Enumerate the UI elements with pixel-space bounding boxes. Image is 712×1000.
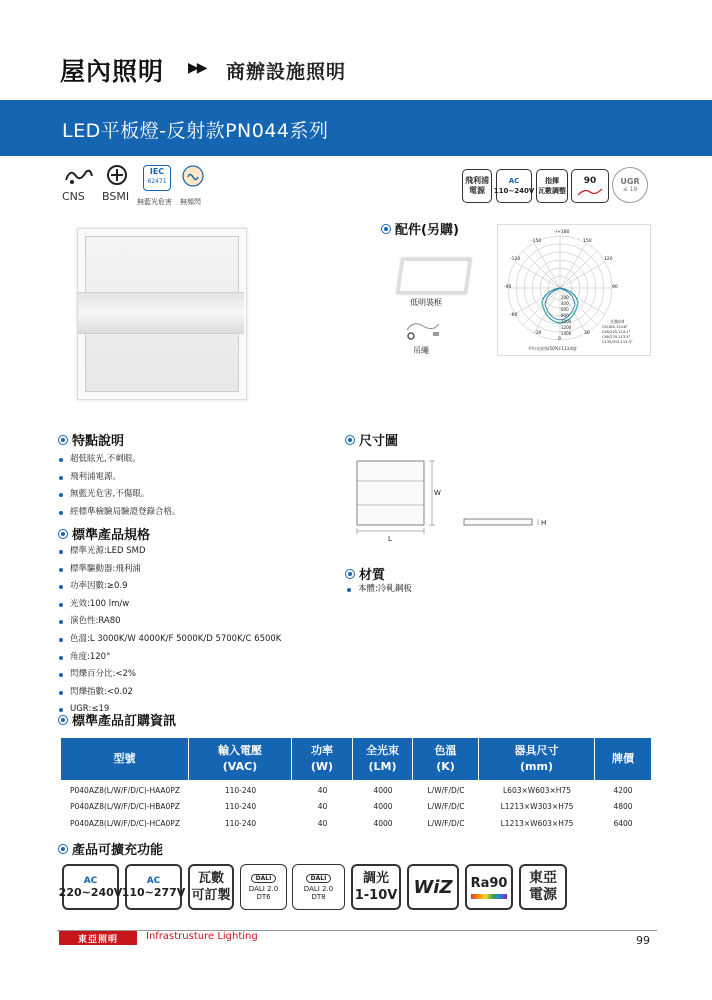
header-line: 牌價 [612, 752, 634, 765]
cell-price: 4800 [613, 802, 633, 811]
features-list [58, 451, 181, 521]
dimming-1-10v-badge [351, 864, 401, 910]
accessories-heading [381, 219, 459, 238]
polar-diagram [497, 224, 651, 356]
polar-ring-label: 600 [561, 307, 569, 312]
brand-name: 東亞照明 [77, 934, 118, 945]
cns-logo-icon [62, 166, 94, 186]
bullet-circle-icon [345, 569, 355, 579]
table-header-cell [292, 738, 353, 780]
wire-label: 吊繩 [413, 346, 429, 355]
ac-range: 220~240V [58, 885, 123, 899]
order-title: 標準產品訂購資訊 [72, 714, 177, 729]
cell-watt: 40 [317, 786, 328, 795]
cell-watt: 40 [317, 802, 328, 811]
badge-line: 1-10V [354, 888, 398, 903]
options-title: 產品可擴充功能 [72, 843, 164, 858]
badge-line: 調光 [362, 871, 389, 886]
polar-angle-label: -90 [504, 285, 512, 290]
bsmi-label: BSMI [102, 190, 130, 203]
table-header-cell [479, 738, 595, 780]
curve-icon [577, 187, 603, 197]
cell-cct: L/W/F/D/C [427, 802, 465, 811]
header-line: (W) [310, 760, 334, 773]
polar-ring-label: 200 [561, 295, 569, 300]
header-line: 功率 [311, 744, 333, 757]
specs-title: 標準產品規格 [72, 528, 151, 543]
bullet-circle-icon [58, 715, 68, 725]
dali-dt6-badge [240, 864, 287, 910]
polar-angle-label: -120 [510, 257, 521, 262]
badge-line: 電源 [529, 887, 557, 903]
frame-image [396, 258, 471, 294]
section-subtitle: 商辦設施照明 [226, 61, 347, 83]
list-item: 功率因數:≥0.9 [58, 578, 281, 596]
badge-line: 飛利浦 [465, 176, 489, 185]
polar-angle-label: -150 [531, 239, 542, 244]
wiz-logo: WiZ [413, 876, 453, 898]
tong-ya-driver-badge [519, 864, 567, 910]
cell-model: P040AZ8(L/W/F/D/C)-HCA0PZ [70, 819, 180, 828]
list-item: UGR:≤19 [58, 701, 281, 719]
table-header [61, 738, 651, 780]
table-header-cell [413, 738, 479, 780]
badge-line: DALI 2.0 [248, 884, 279, 893]
cell-cct: L/W/F/D/C [427, 786, 465, 795]
cell-price: 4200 [613, 786, 633, 795]
badge-line: 可訂製 [191, 888, 231, 903]
cell-cct: L/W/F/D/C [427, 819, 465, 828]
polar-legend-item: C45/225,114.1° [602, 330, 631, 334]
list-item: 角度:120° [58, 649, 281, 667]
header-line: (mm) [520, 760, 553, 773]
table-body [61, 784, 651, 834]
bullet-circle-icon [58, 529, 68, 539]
header-line: 全光束 [366, 744, 399, 757]
bullet-circle-icon [58, 435, 68, 445]
frame-label: 低明裝框 [410, 298, 442, 307]
polar-angle-label: -/+180 [554, 230, 570, 235]
philips-driver-badge [462, 169, 492, 203]
list-item: 本體:冷軋鋼板 [346, 581, 412, 599]
ra90-badge [465, 864, 513, 910]
dim-h-label: H [541, 519, 547, 527]
iec-number: 62471 [147, 178, 167, 185]
list-item: 飛利浦電源。 [58, 469, 181, 487]
ac-220-240-badge [58, 864, 123, 910]
dims-title: 尺寸圖 [359, 434, 399, 449]
options-heading [58, 839, 163, 858]
no-flicker-label: 無頻閃 [180, 198, 201, 206]
polar-angle-label: 150 [583, 239, 592, 244]
cell-size: L1213×W303×H75 [500, 802, 574, 811]
list-item: 標準光源:LED SMD [58, 543, 281, 561]
double-arrow-icon: ▶▶ [188, 60, 206, 76]
cell-price: 6400 [613, 819, 633, 828]
cell-size: L603×W603×H75 [503, 786, 571, 795]
dali-dt8-badge [292, 864, 345, 910]
product-title: LED平板燈-反射款PN044系列 [62, 120, 329, 142]
features-title: 特點說明 [72, 434, 125, 449]
ac-label: AC [508, 177, 520, 185]
custom-wattage-badge [188, 864, 234, 910]
pf-value: 90 [583, 175, 597, 186]
polar-angle-label: 90 [612, 285, 618, 290]
cell-voltage: 110-240 [224, 819, 257, 828]
polar-legend-title: 光強/cd [610, 319, 625, 324]
cell-lumen: 4000 [373, 786, 393, 795]
cell-size: L1213×W603×H75 [500, 819, 574, 828]
header-line: 器具尺寸 [514, 744, 559, 757]
ra-label: Ra90 [470, 875, 508, 891]
list-item: 光效:100 lm/w [58, 596, 281, 614]
iec-label: IEC [149, 167, 165, 176]
badge-line: 電源 [469, 186, 485, 195]
ugr-label: UGR [620, 177, 640, 186]
product-image-reflector [78, 292, 244, 334]
bsmi-logo-icon [106, 164, 128, 186]
ugr-value: ≤ 19 [622, 186, 638, 193]
ac-label: AC [146, 875, 161, 886]
polar-angle-label: -60 [510, 313, 518, 318]
dim-l-label: L [388, 535, 392, 543]
badge-line: 瓦數調整 [538, 187, 566, 195]
ac-range: 110~240V [493, 187, 535, 195]
dim-w-label: W [434, 489, 441, 497]
brand-tagline: Infrastrusture Lighting [146, 931, 258, 942]
table-header-cell [189, 738, 292, 780]
polar-legend-item: C0/180,114.8° [602, 325, 629, 329]
ac-voltage-badge [493, 169, 535, 203]
badge-line: 瓦數 [197, 871, 224, 886]
header-line: (LM) [368, 760, 397, 773]
brand-logo [59, 931, 137, 945]
features-heading [58, 430, 124, 449]
cell-lumen: 4000 [373, 819, 393, 828]
cell-lumen: 4000 [373, 802, 393, 811]
list-item: 標準驅動器:飛利浦 [58, 561, 281, 579]
list-item: 經標準檢驗局驗證登錄合格。 [58, 504, 181, 522]
list-item: 色溫:L 3000K/W 4000K/F 5000K/D 5700K/C 6500K [58, 631, 281, 649]
dims-heading [345, 430, 398, 449]
polar-ring-label: 800 [561, 313, 569, 318]
specs-heading [58, 524, 150, 543]
list-item: 閃爍百分比:<2% [58, 666, 281, 684]
material-title: 材質 [359, 568, 386, 583]
specs-list [58, 543, 281, 719]
polar-angle-label: 30 [584, 331, 590, 336]
ac-range: 110~277V [121, 885, 186, 899]
polar-ring-label: 1400 [561, 331, 572, 336]
polar-ring-label: 400 [561, 301, 569, 306]
accessories-title: 配件(另購) [395, 223, 459, 238]
cell-model: P040AZ8(L/W/F/D/C)-HAA0PZ [69, 786, 180, 795]
cns-label: CNS [62, 190, 85, 203]
polar-angle-label: -30 [534, 331, 542, 336]
badge-line: DALI 2.0 [303, 884, 334, 893]
list-item: 演色性:RA80 [58, 613, 281, 631]
ac-110-277-badge [121, 864, 186, 910]
header-line: 色溫 [434, 744, 457, 757]
header-line: 輸入電壓 [218, 744, 262, 757]
wiz-badge [407, 864, 459, 910]
badge-line: DT8 [311, 892, 326, 901]
badge-line: DT6 [256, 892, 271, 901]
list-item: 閃爍指數:<0.02 [58, 684, 281, 702]
polar-angle-label: 120 [604, 257, 613, 262]
cell-voltage: 110-240 [224, 802, 257, 811]
color-spectrum-icon [471, 894, 507, 899]
polar-ring-label: 1000 [561, 319, 572, 324]
header-line: (K) [436, 760, 455, 773]
cell-model: P040AZ8(L/W/F/D/C)-HBA0PZ [70, 802, 180, 811]
page-number: 99 [636, 934, 650, 947]
section-title: 屋內照明 [60, 57, 165, 86]
polar-ring-label: 1200 [561, 325, 572, 330]
polar-legend-item: C90/270,113.3° [602, 335, 631, 339]
bullet-circle-icon [345, 435, 355, 445]
blue-light-label: 無藍光危害 [137, 198, 172, 206]
header-line: 型號 [113, 752, 136, 765]
list-item: 超低眩光,不刺眼。 [58, 451, 181, 469]
table-header-cell [595, 738, 651, 780]
cell-voltage: 110-240 [224, 786, 257, 795]
cell-watt: 40 [317, 819, 328, 828]
table-header-cell [353, 738, 413, 780]
table-header-cell [61, 738, 189, 780]
dali-logo-icon: DALI [251, 874, 277, 883]
polar-angle-label: 0 [558, 337, 561, 342]
bullet-circle-icon [381, 224, 391, 234]
badge-line: 東亞 [529, 870, 557, 886]
list-item: 無藍光危害,不傷眼。 [58, 486, 181, 504]
dali-logo-icon: DALI [306, 874, 332, 883]
dimming-badge [536, 169, 568, 203]
bullet-circle-icon [58, 844, 68, 854]
pf-badge [571, 169, 609, 203]
no-flicker-icon [182, 165, 204, 187]
header-line: (VAC) [222, 760, 258, 773]
ac-label: AC [83, 875, 98, 886]
badge-line: 指揮 [545, 177, 559, 185]
hanging-wire-icon [403, 318, 443, 342]
dimension-drawing [348, 455, 568, 545]
polar-legend-item: C135/315,113.3° [602, 340, 633, 344]
polar-caption: 平均光束角(50%):113.6度 [528, 346, 577, 351]
material-list [346, 581, 412, 599]
iec-badge [143, 165, 171, 191]
order-heading [58, 710, 176, 729]
ugr-badge [612, 167, 648, 203]
